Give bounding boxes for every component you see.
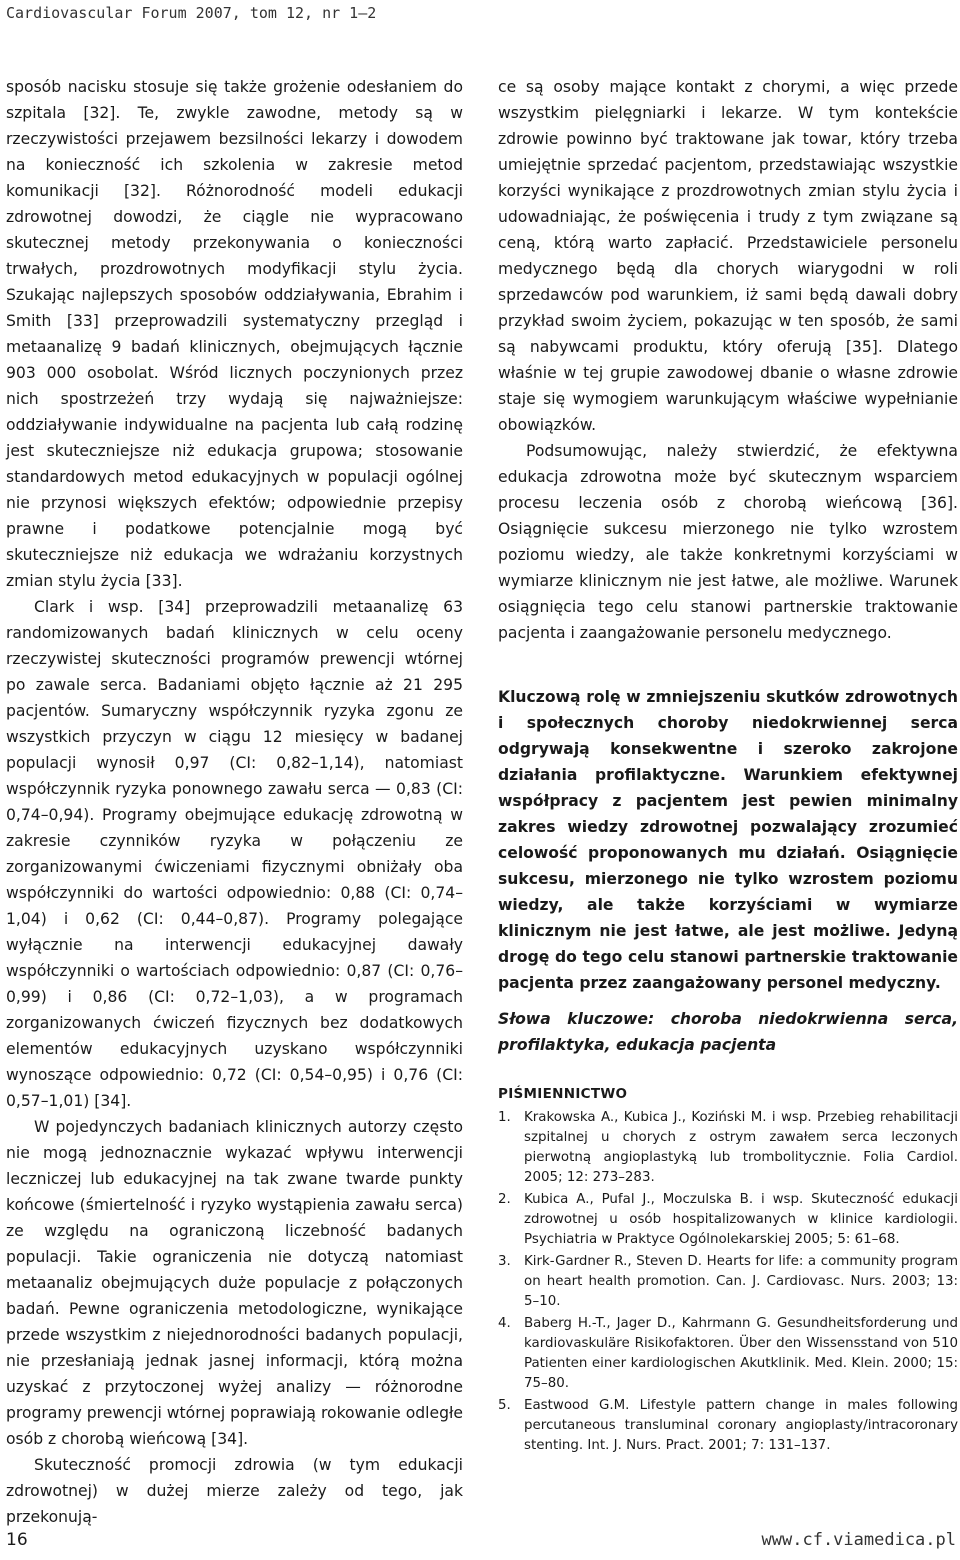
reference-number: 4.: [498, 1316, 511, 1331]
body-paragraph: ce są osoby mające kontakt z chorymi, a więc przede wszystkim pielęgniarki i lekarze. W tym kontekście zdrowie powinno być traktowane jak towar, który trzeba umiejętnie sprzedać pacjentom, przedstawiając wszystkie korzyści wynikające z prozdrowotnych zmian stylu życia i udowadniając, że poświęcenia i trudy z tym związane są ceną, którą warto zapłacić. Przedstawiciele personelu medycznego będą dla chorych wiarygodni w roli sprzedawców pod warunkiem, iż sami będą dawali dobry przykład swoim życiem, pokazując w ten sposób, że sami są nabywcami produktu, który oferują [35]. Dlatego właśnie w tej grupie zawodowej dbanie o własne zdrowie staje się wymogiem warunkującym właściwe wypełnianie obowiązków.: [498, 78, 958, 434]
body-paragraph: W pojedynczych badaniach klinicznych autorzy często nie mogą jednoznacznie wykazać wpływu interwencji leczniczej lub edukacyjnej na tak zwane twarde punkty końcowe (śmiertelność i ryzyko wystąpienia zawału serca) ze względu na ograniczoną liczebność badanych populacji. Takie ograniczenia nie dotyczą natomiast metaanaliz obejmujących duże populacje z połączonych badań. Pewne ograniczenia metodologiczne, wynikające przede wszystkim z niejednorodności badanych populacji, nie przesłaniają jednak jasnej informacji, którą można uzyskać z przytoczonej wyżej analizy — różnorodne programy prewencji wtórnej poprawiają rokowanie odległe osób z chorobą wieńcową [34].: [6, 1118, 463, 1448]
reference-item: [498, 1190, 958, 1250]
left-column: [6, 74, 463, 1530]
reference-item: [498, 1396, 958, 1456]
keywords: Słowa kluczowe: choroba niedokrwienna serca, profilaktyka, edukacja pacjenta: [498, 1010, 958, 1054]
body-paragraph: sposób nacisku stosuje się także grożenie odesłaniem do szpitala [32]. Te, zwykle zawodne, metody są w rzeczywistości przejawem bezsilności lekarzy i dowodem na konieczność ich szkolenia w zakresie metod komunikacji [32]. Różnorodność modeli edukacji zdrowotnej dowodzi, że ciągle nie wypracowano skutecznej metody przekonywania o konieczności trwałych, prozdrowotnych modyfikacji stylu życia. Szukając najlepszych sposobów oddziaływania, Ebrahim i Smith [33] przeprowadzili systematyczny przegląd i metaanalizę 9 badań klinicznych, obejmujących łącznie 903 000 osobolat. Wśród licznych poczynionych przez nich spostrzeżeń trzy wydają się najważniejsze: oddziaływanie indywidualne na pacjenta lub całą rodzinę jest skuteczniejsze niż edukacja grupowa; stosowanie standardowych metod edukacyjnych w populacji ogólnej nie przynosi większych efektów; odpowiednie przepisy prawne i podatkowe potencjalnie mogą być skuteczniejsze niż edukacja we wdrażaniu korzystnych zmian stylu życia [33].: [6, 78, 463, 590]
body-paragraph: Skuteczność promocji zdrowia (w tym edukacji zdrowotnej) w dużej mierze zależy od tego, jak przekonują-: [6, 1456, 463, 1526]
reference-item: [498, 1314, 958, 1394]
right-column: [498, 74, 958, 1458]
reference-number: 5.: [498, 1398, 511, 1413]
reference-text: Kirk-Gardner R., Steven D. Hearts for life: a community program on heart health promotion. Can. J. Cardiovasc. Nurs. 2003; 13: 5–10.: [524, 1254, 958, 1309]
reference-text: Baberg H.-T., Jager D., Kahrmann G. Gesundheitsforderung und kardiovaskuläre Risikofaktoren. Über den Wissensstand von 510 Patienten einer kardiologischen Akutklinik. Med. Klein. 2000; 15: 75–80.: [524, 1316, 958, 1391]
reference-text: Kubica A., Pufal J., Moczulska B. i wsp. Skuteczność edukacji zdrowotnej u osób hospitalizowanych w klinice kardiologii. Psychiatria w Praktyce Ogólnolekarskiej 2005; 5: 61–68.: [524, 1192, 958, 1247]
reference-item: [498, 1108, 958, 1188]
footer-url[interactable]: www.cf.viamedica.pl: [761, 1530, 956, 1550]
page-number: 16: [6, 1530, 28, 1550]
reference-number: 2.: [498, 1192, 511, 1207]
references-heading: PIŚMIENNICTWO: [498, 1086, 628, 1102]
reference-number: 1.: [498, 1110, 511, 1125]
reference-text: Eastwood G.M. Lifestyle pattern change in males following percutaneous transluminal coronary angioplasty/intracoronary stenting. Int. J. Nurs. Pract. 2001; 7: 131–137.: [524, 1398, 958, 1453]
references-list: [498, 1108, 958, 1456]
reference-item: [498, 1252, 958, 1312]
running-head: Cardiovascular Forum 2007, tom 12, nr 1–2: [6, 4, 377, 22]
abstract: Kluczową rolę w zmniejszeniu skutków zdrowotnych i społecznych choroby niedokrwiennej serca odgrywają konsekwentne i szeroko zakrojone działania profilaktyczne. Warunkiem efektywnej współpracy z pacjentem jest pewien minimalny zakres wiedzy zdrowotnej pozwalający zrozumieć celowość proponowanych mu działań. Osiągnięcie sukcesu, mierzonego nie tylko wzrostem poziomu wiedzy, ale także korzyściami w wymiarze klinicznym nie jest łatwe, ale jest możliwe. Jedyną drogę do tego celu stanowi partnerskie traktowanie pacjenta przez zaangażowany personel medyczny.: [498, 688, 958, 992]
reference-text: Krakowska A., Kubica J., Koziński M. i wsp. Przebieg rehabilitacji szpitalnej u chorych z ostrym zawałem serca leczonych pierwotną angioplastyką lub trombolitycznie. Folia Cardiol. 2005; 12: 273–283.: [524, 1110, 958, 1185]
reference-number: 3.: [498, 1254, 511, 1269]
body-paragraph: Clark i wsp. [34] przeprowadzili metaanalizę 63 randomizowanych badań klinicznych w celu oceny rzeczywistej skuteczności programów prewencji wtórnej po zawale serca. Badaniami objęto łącznie aż 21 295 pacjentów. Sumaryczny współczynnik ryzyka zgonu ze wszystkich przyczyn w ciągu 12 miesięcy w badanej populacji wynosił 0,97 (CI: 0,82–1,14), natomiast współczynnik ryzyka ponownego zawału serca — 0,83 (CI: 0,74–0,94). Programy obejmujące edukację zdrowotną w zakresie czynników ryzyka w połączeniu ze zorganizowanymi ćwiczeniami fizycznymi obniżały oba współczynniki do wartości odpowiednio: 0,88 (CI: 0,74–1,04) i 0,62 (CI: 0,44–0,87). Programy polegające wyłącznie na interwencji edukacyjnej dawały współczynniki o wartościach odpowiednio: 0,87 (CI: 0,76–0,99) i 0,86 (CI: 0,72–1,03), a w programach zorganizowanych ćwiczeń fizycznych bez dodatkowych elementów edukacyjnych uzyskano współczynniki wynoszące odpowiednio: 0,72 (CI: 0,54–0,95) i 0,76 (CI: 0,57–1,01) [34].: [6, 598, 463, 1110]
body-paragraph: Podsumowując, należy stwierdzić, że efektywna edukacja zdrowotna może być skutecznym wsparciem procesu leczenia osób z chorobą wieńcową [36]. Osiągnięcie sukcesu mierzonego nie tylko wzrostem poziomu wiedzy, ale także konkretnymi korzyściami w wymiarze klinicznym nie jest łatwe, ale możliwe. Warunek osiągnięcia tego celu stanowi partnerskie traktowanie pacjenta i zaangażowanie personelu medycznego.: [498, 442, 958, 642]
